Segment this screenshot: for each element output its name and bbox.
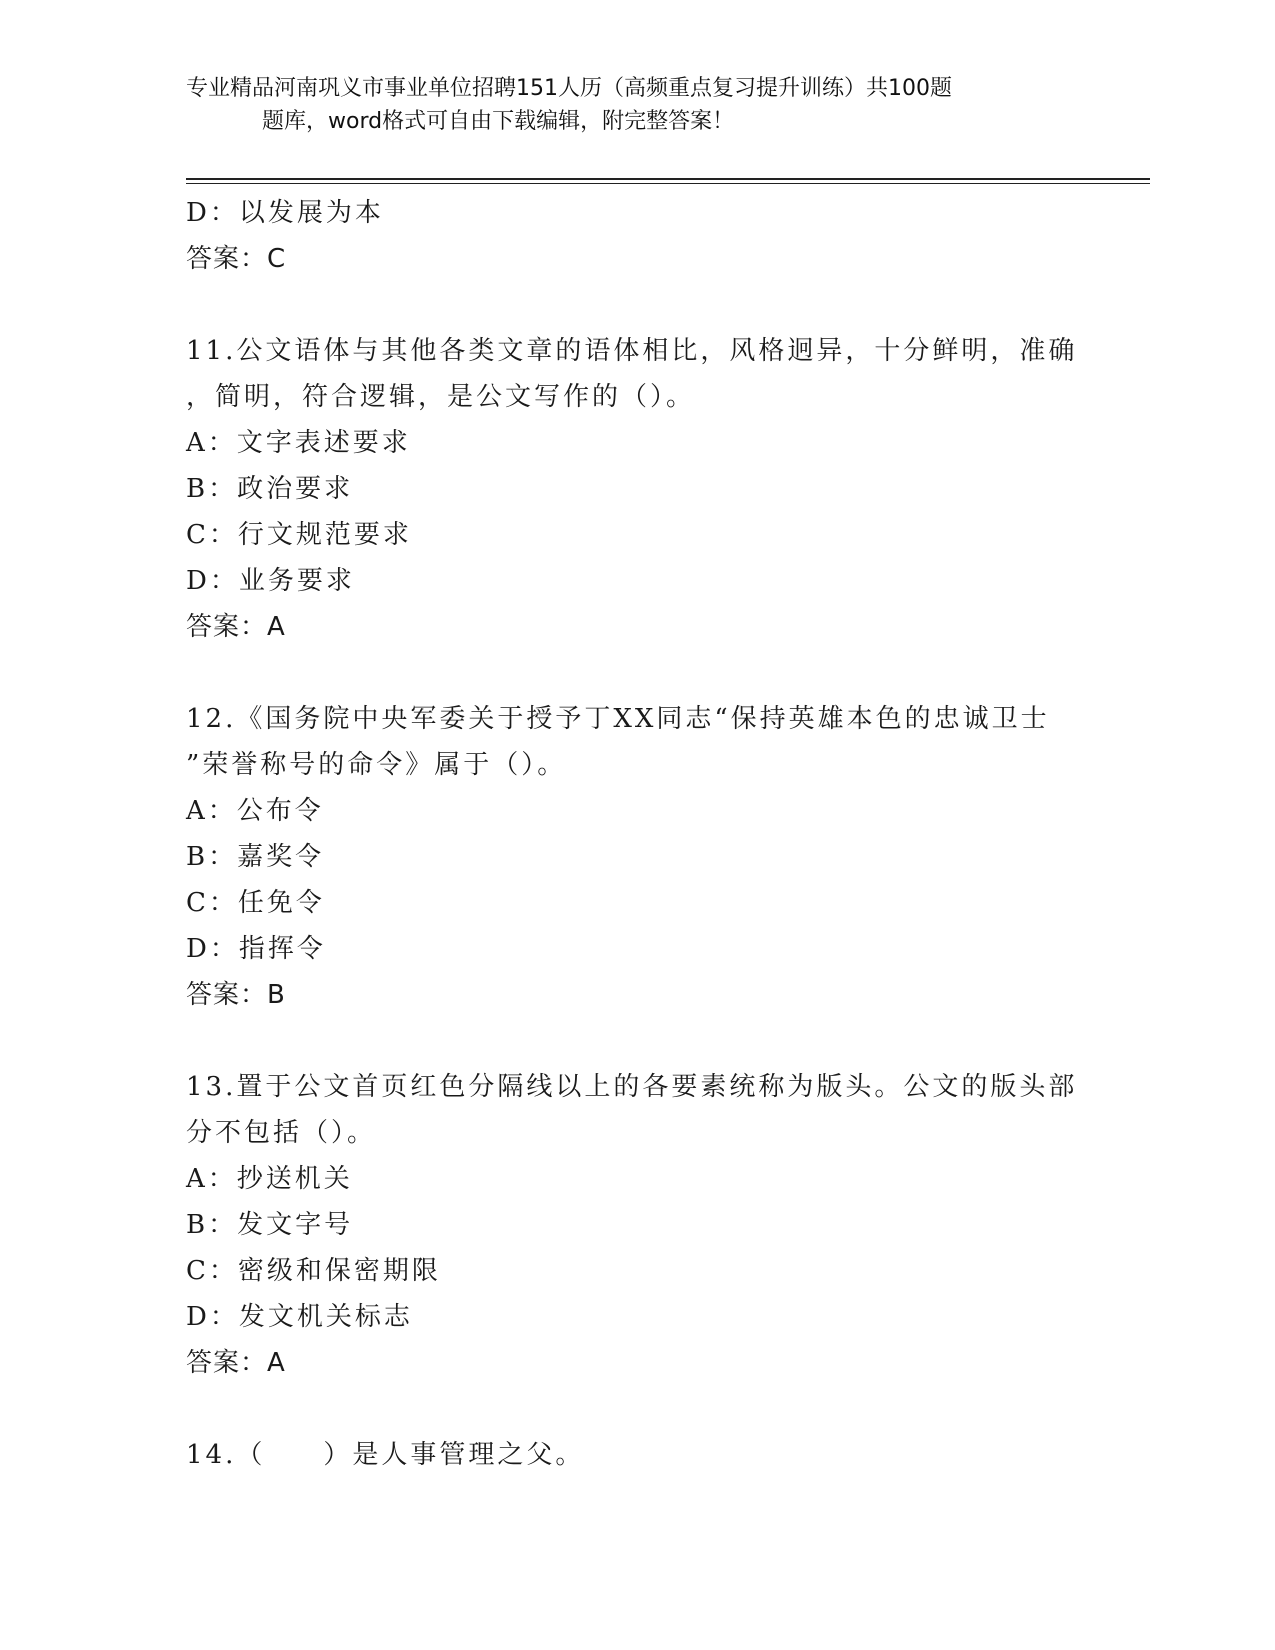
spacer bbox=[186, 1018, 1086, 1064]
question-text-line-2: ”荣誉称号的命令》属于（）。 bbox=[186, 750, 567, 780]
option-c: C：任免令 bbox=[186, 888, 325, 918]
option-c: C：密级和保密期限 bbox=[186, 1256, 441, 1286]
question-text-line-1: 12.《国务院中央军委关于授予丁XX同志“保持英雄本色的忠诚卫士 bbox=[186, 704, 1050, 734]
option-d: D：以发展为本 bbox=[186, 198, 384, 228]
option-d: D：业务要求 bbox=[186, 566, 355, 596]
header-divider-thin bbox=[186, 183, 1150, 184]
option-b: B：政治要求 bbox=[186, 474, 354, 504]
question-12 bbox=[186, 696, 1086, 1018]
question-13 bbox=[186, 1064, 1086, 1386]
header-title-line-2: 题库，word格式可自由下载编辑，附完整答案！ bbox=[262, 109, 735, 134]
page-header bbox=[186, 72, 1086, 138]
question-text-line-1: 11.公文语体与其他各类文章的语体相比，风格迥异，十分鲜明，准确 bbox=[186, 336, 1078, 366]
question-10-tail bbox=[186, 190, 1086, 282]
option-b: B：发文字号 bbox=[186, 1210, 354, 1240]
option-d: D：发文机关标志 bbox=[186, 1302, 413, 1332]
question-14 bbox=[186, 1432, 1086, 1478]
header-title-line-1: 专业精品河南巩义市事业单位招聘151人历（高频重点复习提升训练）共100题 bbox=[186, 76, 952, 101]
question-text-line-2: ，简明，符合逻辑，是公文写作的（）。 bbox=[186, 382, 696, 412]
option-a: A：抄送机关 bbox=[186, 1164, 353, 1194]
answer: 答案：A bbox=[186, 1348, 286, 1378]
option-c: C：行文规范要求 bbox=[186, 520, 412, 550]
option-a: A：公布令 bbox=[186, 796, 324, 826]
spacer bbox=[186, 650, 1086, 696]
answer: 答案：B bbox=[186, 980, 286, 1010]
question-text-line-1: 14.（ ）是人事管理之父。 bbox=[186, 1440, 585, 1470]
question-text-line-1: 13.置于公文首页红色分隔线以上的各要素统称为版头。公文的版头部 bbox=[186, 1072, 1078, 1102]
spacer bbox=[186, 282, 1086, 328]
spacer bbox=[186, 1386, 1086, 1432]
header-divider-thick bbox=[186, 178, 1150, 180]
question-11 bbox=[186, 328, 1086, 650]
option-d: D：指挥令 bbox=[186, 934, 326, 964]
option-a: A：文字表述要求 bbox=[186, 428, 411, 458]
document-body bbox=[186, 190, 1086, 1478]
option-b: B：嘉奖令 bbox=[186, 842, 325, 872]
answer: 答案：C bbox=[186, 244, 287, 274]
question-text-line-2: 分不包括（）。 bbox=[186, 1118, 377, 1148]
answer: 答案：A bbox=[186, 612, 286, 642]
